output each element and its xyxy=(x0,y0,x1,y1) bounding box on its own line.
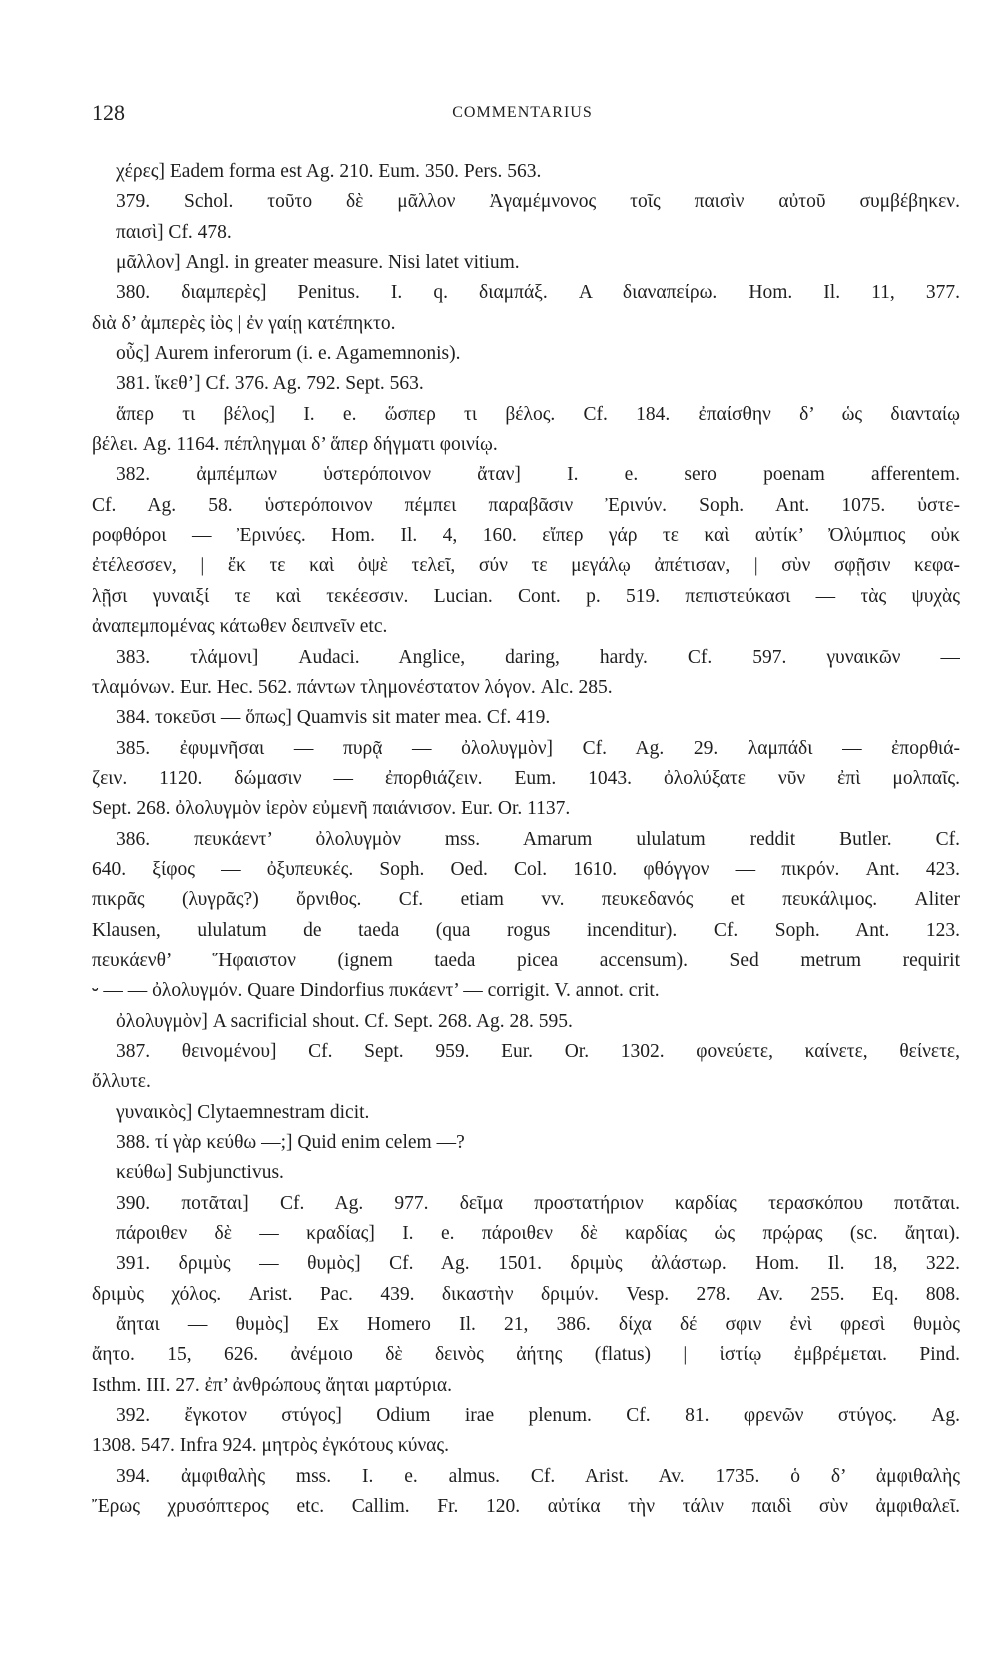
text-line: ἄηται — θυμὸς] Ex Homero Il. 21, 386. δίχα δέ σφιν ἐνὶ φρεσὶ θυμὸς xyxy=(116,1314,960,1336)
text-line: 387. θεινομένου] Cf. Sept. 959. Eur. Or. 1302. φονεύετε, καίνετε, θείνετε, xyxy=(116,1040,960,1062)
commentary-body xyxy=(92,157,960,1522)
text-line: 394. ἀμφιθαλὴς mss. I. e. almus. Cf. Arist. Av. 1735. ὁ δ’ ἀμφιθαλὴς xyxy=(116,1465,960,1487)
text-line: δριμὺς χόλος. Arist. Pac. 439. δικαστὴν δριμύν. Vesp. 278. Av. 255. Eq. 808. xyxy=(92,1283,960,1305)
text-line: 383. τλάμονι] Audaci. Anglice, daring, hardy. Cf. 597. γυναικῶν — xyxy=(116,646,960,668)
text-line: 380. διαμπερὲς] Penitus. I. q. διαμπάξ. A διαναπείρω. Hom. Il. 11, 377. xyxy=(116,282,960,304)
text-line: 386. πευκάεντ’ ὀλολυγμὸν mss. Amarum ululatum reddit Butler. Cf. xyxy=(116,828,960,850)
text-line: γυναικὸς] Clytaemnestram dicit. xyxy=(116,1101,370,1123)
text-line: ὄλλυτε. xyxy=(92,1071,151,1093)
text-line: ἐτέλεσσεν, | ἔκ τε καὶ ὀψὲ τελεῖ, σύν τε μεγάλῳ ἀπέτισαν, | σὺν σφῇσιν κεφα- xyxy=(92,555,960,577)
text-line: 1308. 547. Infra 924. μητρὸς ἐγκότους κύνας. xyxy=(92,1435,449,1457)
text-line: Ἔρως χρυσόπτερος etc. Callim. Fr. 120. αὐτίκα τὴν τάλιν παιδὶ σὺν ἀμφιθαλεῖ. xyxy=(92,1496,960,1518)
page-number: 128 xyxy=(92,100,125,125)
text-line: 390. ποτᾶται] Cf. Ag. 977. δεῖμα προστατήριον καρδίας τερασκόπου ποτᾶται. xyxy=(116,1192,960,1214)
text-line: 640. ξίφος — ὀξυπευκές. Soph. Oed. Col. 1610. φθόγγον — πικρόν. Ant. 423. xyxy=(92,858,960,880)
text-line: οὖς] Aurem inferorum (i. e. Agamemnonis). xyxy=(116,343,461,365)
text-line: Isthm. III. 27. ἐπ’ ἀνθρώπους ἄηται μαρτύρια. xyxy=(92,1374,452,1396)
running-head: COMMENTARIUS xyxy=(452,104,593,121)
text-line: βέλει. Ag. 1164. πέπληγμαι δ’ ἅπερ δήγματι φοινίῳ. xyxy=(92,434,498,456)
text-line: Sept. 268. ὀλολυγμὸν ἱερὸν εὐμενῆ παιάνισον. Eur. Or. 1137. xyxy=(92,798,571,820)
text-line: μᾶλλον] Angl. in greater measure. Nisi latet vitium. xyxy=(116,252,520,274)
text-line: Klausen, ululatum de taeda (qua rogus incenditur). Cf. Soph. Ant. 123. xyxy=(92,919,960,941)
text-line: Cf. Ag. 58. ὑστερόποινον πέμπει παραβᾶσιν Ἐρινύν. Soph. Ant. 1075. ὑστε- xyxy=(92,494,960,516)
text-line: 388. τί γὰρ κεύθω —;] Quid enim celem —? xyxy=(116,1132,465,1153)
text-line: ροφθόροι — Ἐρινύες. Hom. Il. 4, 160. εἴπερ γάρ τε καὶ αὐτίκ’ Ὀλύμπιος οὐκ xyxy=(92,525,960,547)
text-line: πάροιθεν δὲ — κραδίας] I. e. πάροιθεν δὲ καρδίας ὡς πρῴρας (sc. ἄηται). xyxy=(116,1223,960,1245)
text-line: χέρες] Eadem forma est Ag. 210. Eum. 350. Pers. 563. xyxy=(116,161,542,182)
text-line: τλαμόνων. Eur. Hec. 562. πάντων τλημονέστατον λόγον. Alc. 285. xyxy=(92,676,613,698)
text-line: 391. δριμὺς — θυμὸς] Cf. Ag. 1501. δριμὺς ἀλάστωρ. Hom. Il. 18, 322. xyxy=(116,1253,960,1275)
text-line: παισὶ] Cf. 478. xyxy=(116,221,232,243)
text-line: 382. ἀμπέμπων ὑστερόποινον ἄταν] I. e. sero poenam afferentem. xyxy=(116,464,960,486)
text-line: 379. Schol. τοῦτο δὲ μᾶλλον Ἀγαμέμνονος τοῖς παισὶν αὐτοῦ συμβέβηκεν. xyxy=(116,191,960,213)
text-line: λῇσι γυναιξί τε καὶ τεκέεσσιν. Lucian. Cont. p. 519. πεπιστεύκασι — τὰς ψυχὰς xyxy=(92,585,960,607)
text-line: ⏑ — — ὀλολυγμόν. Quare Dindorfius πυκάεντ’ — corrigit. V. annot. crit. xyxy=(92,980,660,1002)
text-line: πευκάενθ’ Ἥφαιστον (ignem taeda picea accensum). Sed metrum requirit xyxy=(92,949,960,971)
text-line: κεύθω] Subjunctivus. xyxy=(116,1162,284,1184)
text-line: διὰ δ’ ἀμπερὲς ἰὸς | ἐν γαίῃ κατέπηκτο. xyxy=(92,312,396,334)
text-line: 381. ἴκεθ’] Cf. 376. Ag. 792. Sept. 563. xyxy=(116,373,424,395)
page-header xyxy=(90,100,955,130)
text-line: ὀλολυγμὸν] A sacrificial shout. Cf. Sept. 268. Ag. 28. 595. xyxy=(116,1010,573,1032)
text-line: 392. ἔγκοτον στύγος] Odium irae plenum. Cf. 81. φρενῶν στύγος. Ag. xyxy=(116,1405,960,1427)
text-line: πικρᾶς (λυγρᾶς?) ὄρνιθος. Cf. etiam vv. πευκεδανός et πευκάλιμος. Aliter xyxy=(92,889,960,911)
text-line: 385. ἐφυμνῆσαι — πυρᾷ — ὀλολυγμὸν] Cf. Ag. 29. λαμπάδι — ἐπορθιά- xyxy=(116,737,960,759)
text-line: 384. τοκεῦσι — ὅπως] Quamvis sit mater mea. Cf. 419. xyxy=(116,707,551,729)
text-line: ἅπερ τι βέλος] I. e. ὥσπερ τι βέλος. Cf. 184. ἐπαίσθην δ’ ὡς διανταίῳ xyxy=(116,403,960,425)
text-line: ἄητο. 15, 626. ἀνέμοιο δὲ δεινὸς ἀήτης (flatus) | ἱστίῳ ἐμβρέμεται. Pind. xyxy=(92,1344,960,1366)
text-line: ζειν. 1120. δώμασιν — ἐπορθιάζειν. Eum. 1043. ὀλολύξατε νῦν ἐπὶ μολπαῖς. xyxy=(92,767,960,789)
text-line: ἀναπεμπομένας κάτωθεν δειπνεῖν etc. xyxy=(92,616,388,638)
